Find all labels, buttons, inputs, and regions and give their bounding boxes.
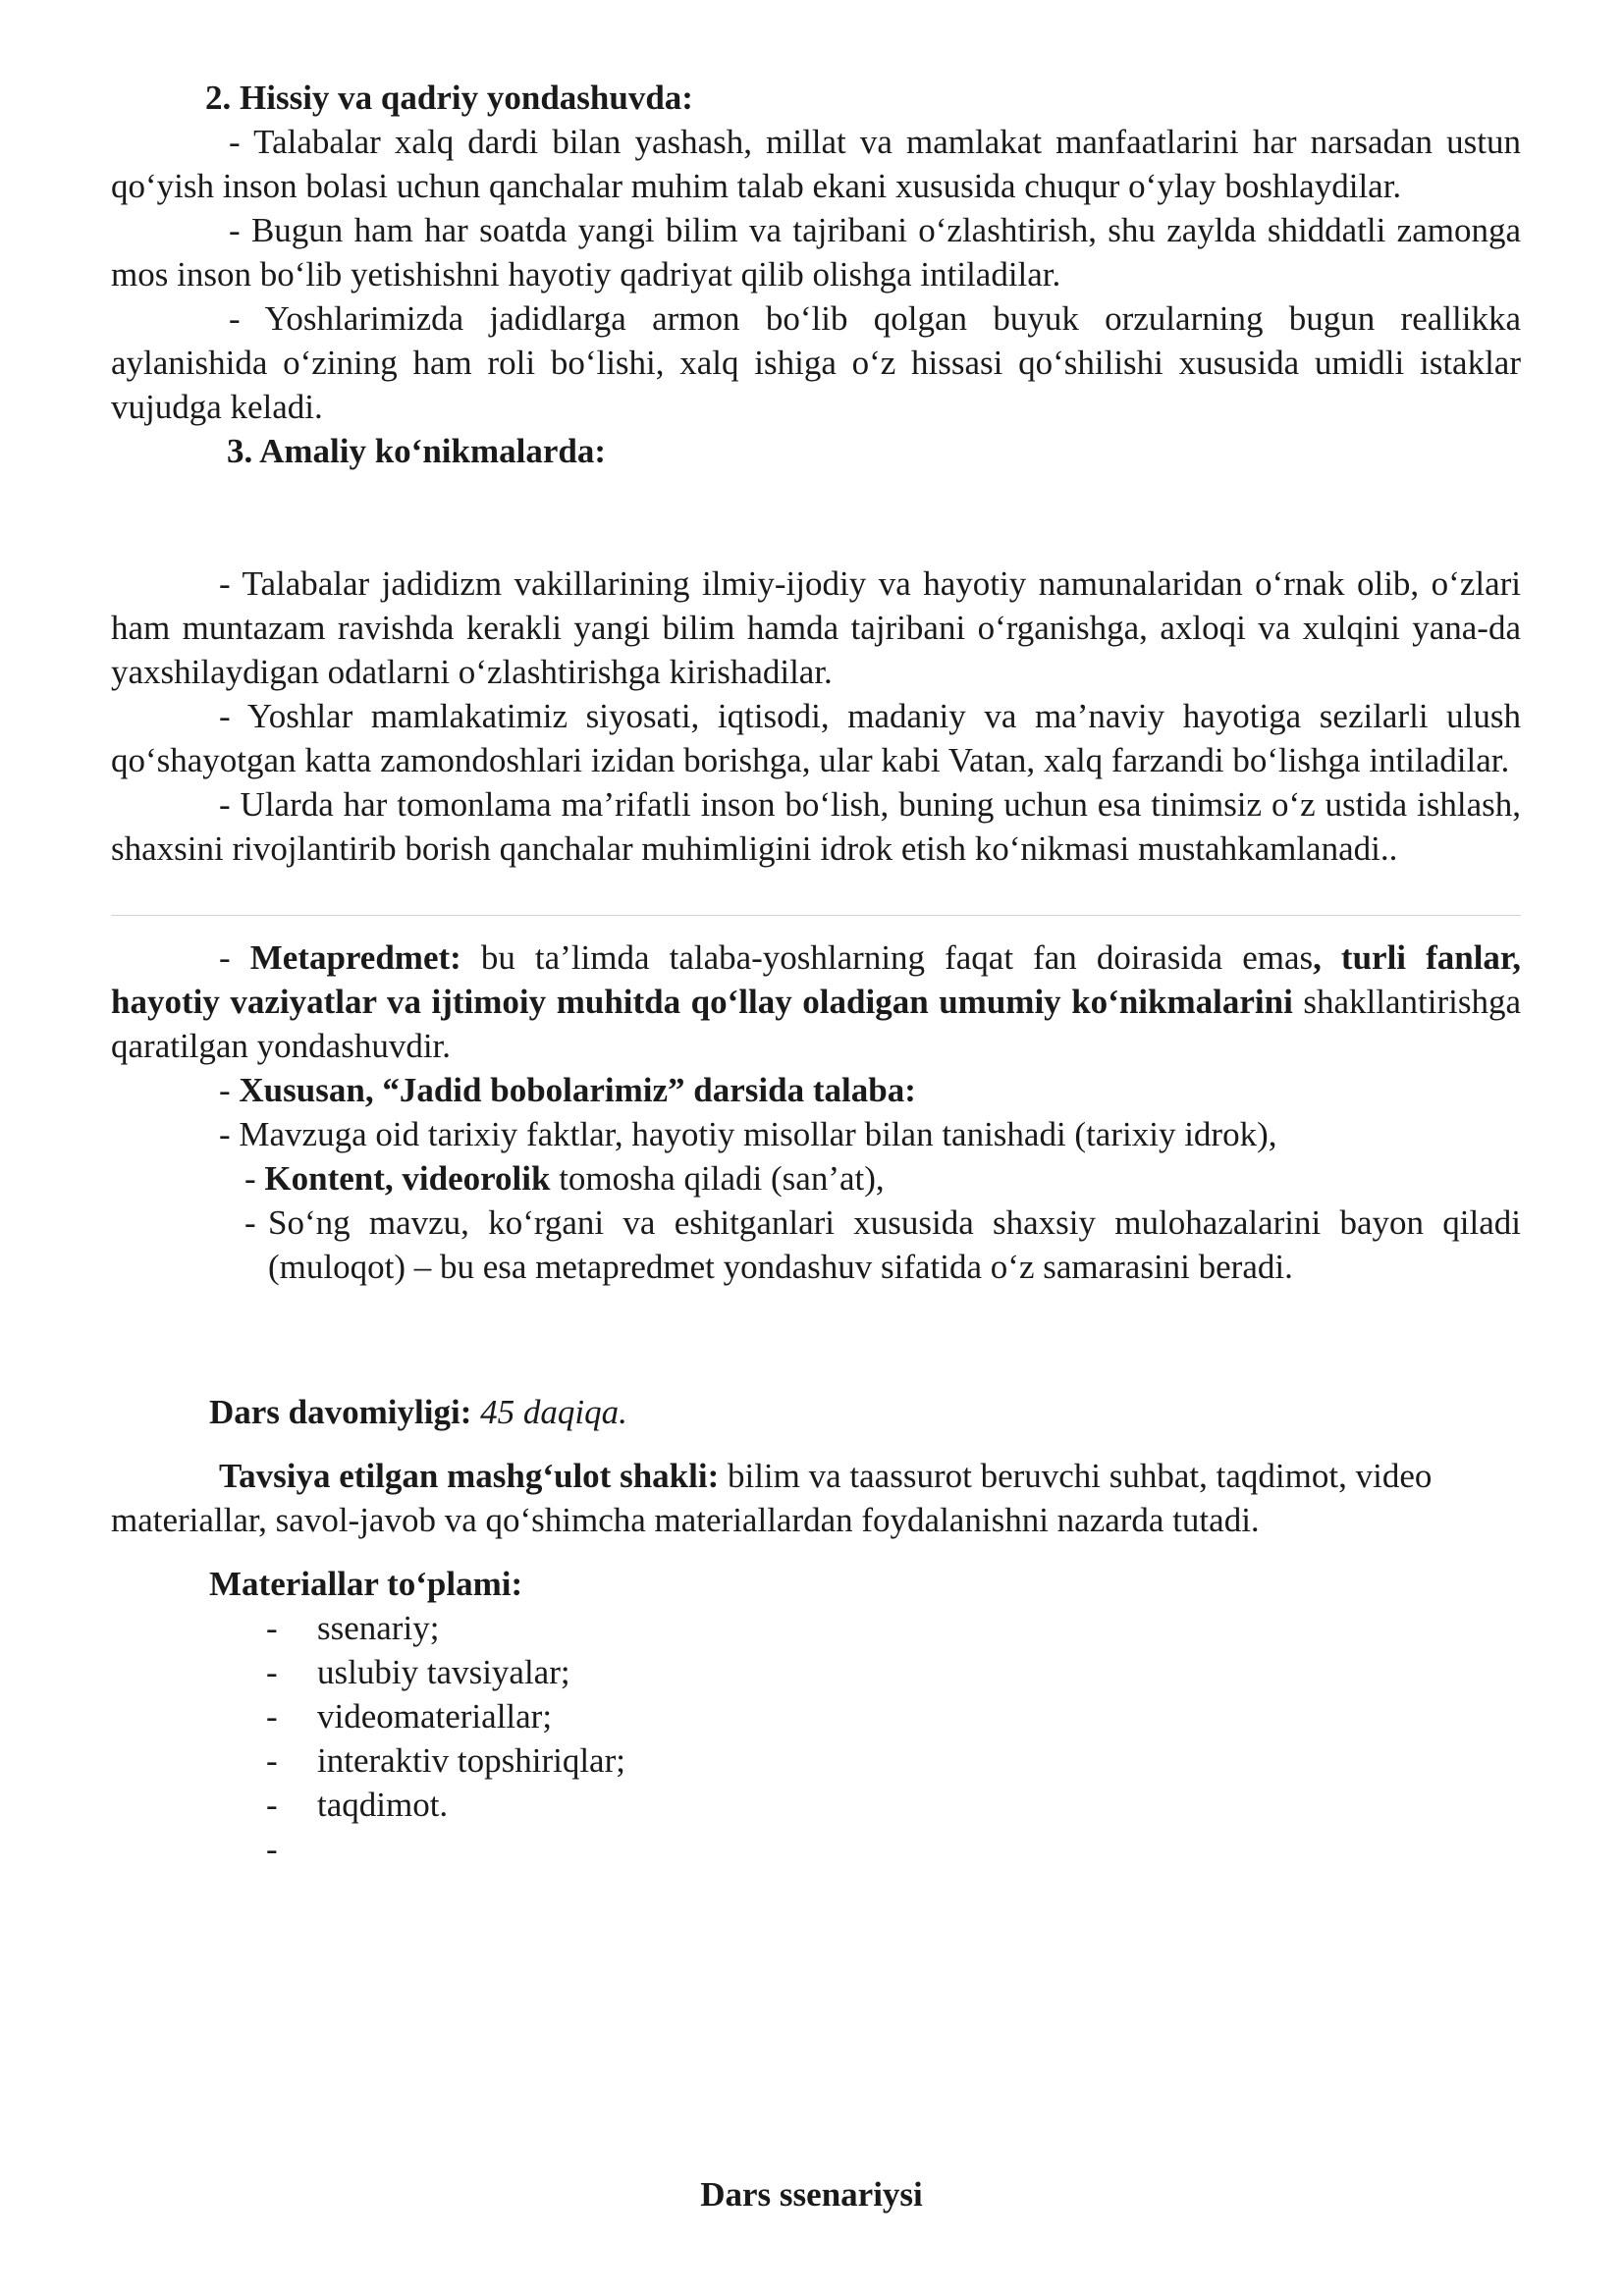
- blank-gap: [111, 871, 1521, 915]
- item-2-bold: Kontent, videorolik: [264, 1159, 551, 1198]
- duration-label: Dars davomiyligi:: [209, 1393, 472, 1431]
- metapredmet-bold-2: , turli fanlar, hayotiy vaziyatlar va ijtimoiy muhitda qo‘llay oladigan umumiy ko‘nikmalarini: [111, 938, 1522, 1021]
- section-2-item-1: - Talabalar xalq dardi bilan yashash, millat va mamlakat manfaatlarini har narsadan ustun qo‘yish inson bolasi uchun qanchalar muhim talab ekani xususida chuqur o‘ylay boshlaydilar.: [111, 123, 1521, 205]
- list-text: uslubiy tavsiyalar;: [317, 1653, 570, 1691]
- xususan-dash: -: [219, 1071, 240, 1109]
- item-2-text: tomosha qiladi (san’at),: [550, 1159, 885, 1198]
- list-text: interaktiv topshiriqlar;: [317, 1741, 625, 1780]
- list-dash: -: [266, 1741, 278, 1780]
- section-3-item-3: - Ularda har tomonlama ma’rifatli inson bo‘lish, buning uchun esa tinimsiz o‘z ustida ishlash, shaxsini rivojlantirib borish qanchalar muhimligini idrok etish ko‘nikmasi mustahkamlanadi..: [111, 785, 1521, 868]
- blank-gap: [111, 473, 1521, 561]
- list-item: [266, 1606, 625, 1650]
- section-2-item-3: - Yoshlarimizda jadidlarga armon bo‘lib qolgan buyuk orzularning bugun reallikka aylanishida o‘zining ham roli bo‘lishi, xalq ishiga o‘z hissasi qo‘shilishi xususida umidli istaklar vujudga keladi.: [111, 299, 1521, 426]
- duration-value: 45 daqiqa.: [471, 1393, 627, 1431]
- materials-list: [266, 1606, 625, 1871]
- scenario-title: Dars ssenariysi: [700, 2175, 923, 2214]
- recommended-text: bilim va taassurot beruvchi suhbat, taqdimot, video materiallar, savol-javob va qo‘shimcha materiallardan foydalanishni nazarda tutadi.: [111, 1457, 1433, 1539]
- metapredmet-dash: -: [219, 938, 250, 977]
- xususan-text: Xususan, “Jadid bobolarimiz” darsida talaba:: [239, 1071, 916, 1109]
- blank-gap: [111, 1289, 1521, 1390]
- list-dash: -: [266, 1609, 278, 1647]
- item-3-text-span: So‘ng mavzu, ko‘rgani va eshitganlari xususida shaxsiy mulohazalarini bayon qiladi (muloqot) – bu esa metapredmet yondashuv sifatida o‘z samarasini beradi.: [268, 1203, 1521, 1286]
- metapredmet-label: Metapredmet:: [249, 938, 461, 977]
- blank-gap: [111, 1434, 1521, 1454]
- section-3-item-2: - Yoshlar mamlakatimiz siyosati, iqtisodi, madaniy va ma’naviy hayotiga sezilarli ulush qo‘shayotgan katta zamondoshlari izidan borishga, ular kabi Vatan, xalq farzandi bo‘lishga intiladilar.: [111, 697, 1521, 779]
- list-item: [266, 1650, 625, 1694]
- list-dash: -: [266, 1697, 278, 1735]
- list-text: taqdimot.: [317, 1786, 449, 1824]
- item-3-dash: -: [244, 1203, 256, 1242]
- list-dash: -: [266, 1653, 278, 1691]
- metapredmet-item-3: [244, 1201, 1521, 1289]
- metapredmet-text-1: bu ta’limda talaba-yoshlarning faqat fan doirasida emas: [460, 938, 1314, 977]
- recommended-label: Tavsiya etilgan mashg‘ulot shakli:: [219, 1457, 720, 1495]
- list-text: ssenariy;: [317, 1609, 440, 1647]
- metapredmet-item-1: - Mavzuga oid tarixiy faktlar, hayotiy misollar bilan tanishadi (tarixiy idrok),: [219, 1115, 1277, 1153]
- list-item: [266, 1827, 625, 1871]
- section-2-heading: 2. Hissiy va qadriy yondashuvda:: [205, 79, 693, 117]
- section-3-item-1: - Talabalar jadidizm vakillarining ilmiy-ijodiy va hayotiy namunalaridan o‘rnak olib, o‘zlari ham muntazam ravishda kerakli yangi bilim hamda tajribani o‘rganishga, axloqi va xulqini yana-da yaxshilaydigan odatlarni o‘zlashtirishga kirishadilar.: [111, 564, 1521, 691]
- item-2-dash: -: [244, 1159, 265, 1198]
- list-item: [266, 1783, 625, 1827]
- duration-line: [209, 1390, 1521, 1434]
- list-text: videomateriallar;: [317, 1697, 553, 1735]
- materials-list-wrap: [111, 1606, 1521, 1871]
- item-3-text: [268, 1201, 1521, 1289]
- xususan-line: [219, 1068, 1521, 1112]
- list-item: [266, 1738, 625, 1783]
- recommended-paragraph: [111, 1454, 1521, 1542]
- metapredmet-item-2: [244, 1156, 1521, 1201]
- section-2-item-2: - Bugun ham har soatda yangi bilim va tajribani o‘zlashtirish, shu zaylda shiddatli zamonga mos inson bo‘lib yetishishni hayotiy qadriyat qilib olishga intiladilar.: [111, 211, 1521, 294]
- list-dash: -: [266, 1786, 278, 1824]
- metapredmet-text-2: shakllantirishga qaratilgan yondashuvdir.: [111, 983, 1521, 1065]
- materials-heading: Materiallar to‘plami:: [209, 1565, 523, 1603]
- blank-gap: [111, 1542, 1521, 1562]
- list-item: [266, 1694, 625, 1738]
- list-dash: -: [266, 1830, 278, 1868]
- section-3-heading: 3. Amaliy ko‘nikmalarda:: [227, 432, 607, 470]
- metapredmet-paragraph: [111, 935, 1521, 1068]
- blank-gap: [111, 916, 1521, 935]
- document-page: [111, 76, 1521, 1871]
